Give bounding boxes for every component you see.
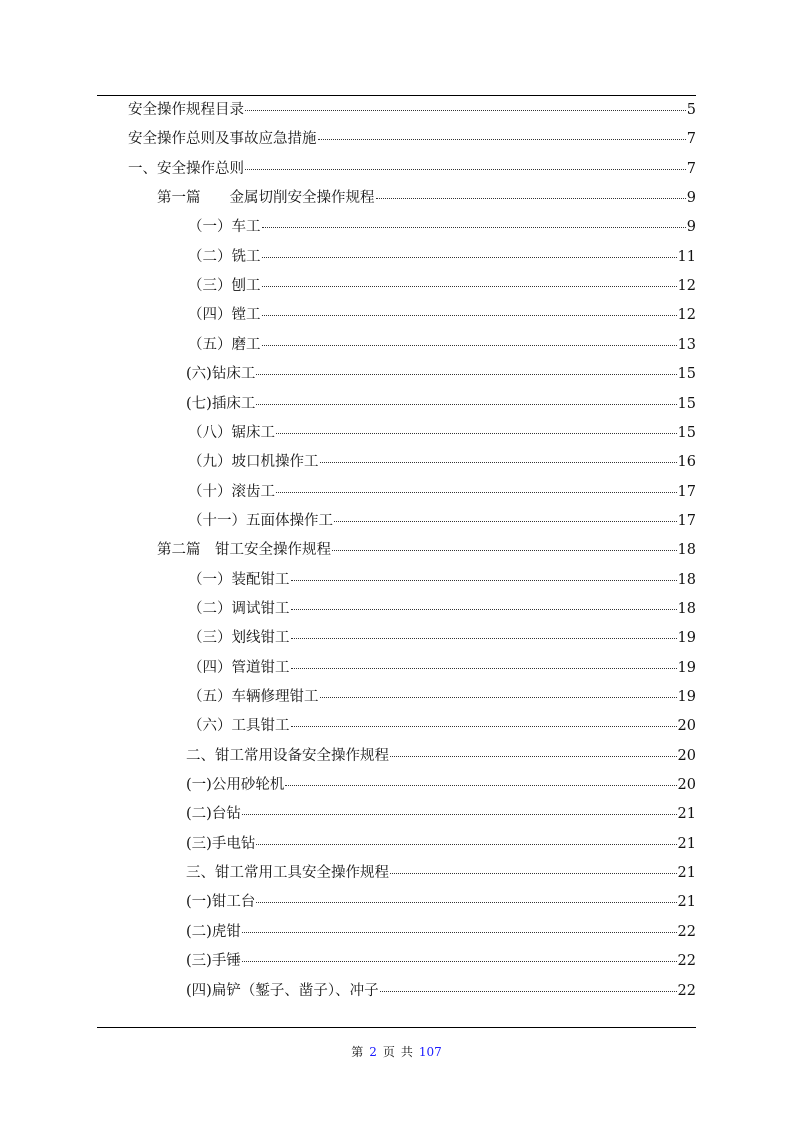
toc-entry[interactable] — [128, 98, 696, 120]
dot-leader — [334, 521, 677, 522]
toc-entry[interactable] — [186, 744, 696, 766]
dot-leader — [242, 814, 677, 815]
toc-entry[interactable] — [188, 215, 696, 237]
toc-entry[interactable] — [186, 773, 696, 795]
toc-entry[interactable] — [157, 186, 696, 208]
toc-entry[interactable] — [128, 127, 696, 149]
toc-entry-page: 13 — [677, 336, 696, 353]
toc-entry-title: （二）调试钳工 — [188, 600, 290, 617]
toc-entry-title: (四)扁铲（錾子、凿子）、冲子 — [186, 982, 379, 999]
dot-leader — [291, 726, 677, 727]
dot-leader — [256, 844, 676, 845]
toc-entry[interactable] — [188, 714, 696, 736]
toc-entry-title: (二)台钻 — [186, 806, 241, 823]
toc-entry-page: 12 — [677, 278, 696, 295]
dot-leader — [262, 315, 677, 316]
toc-entry-page: 15 — [677, 395, 696, 412]
dot-leader — [276, 492, 677, 493]
header-rule — [97, 95, 696, 96]
toc-entry-title: （四）镗工 — [188, 307, 261, 324]
toc-entry-title: 二、钳工常用设备安全操作规程 — [186, 747, 389, 764]
dot-leader — [380, 991, 677, 992]
dot-leader — [291, 668, 677, 669]
dot-leader — [276, 433, 677, 434]
dot-leader — [262, 257, 677, 258]
footer-total-label: 共 — [400, 1045, 413, 1059]
toc-entry-page: 17 — [677, 483, 696, 500]
toc-entry-page: 9 — [686, 190, 696, 207]
toc-entry[interactable] — [157, 538, 696, 560]
toc-entry[interactable] — [186, 861, 696, 883]
toc-entry-page: 18 — [677, 571, 696, 588]
toc-entry-title: 安全操作总则及事故应急措施 — [128, 131, 317, 148]
toc-entry[interactable] — [186, 832, 696, 854]
dot-leader — [390, 756, 677, 757]
toc-entry[interactable] — [188, 685, 696, 707]
dot-leader — [376, 198, 686, 199]
toc-entry-page: 18 — [677, 542, 696, 559]
toc-entry-page: 11 — [677, 248, 696, 265]
toc-entry-page: 18 — [677, 600, 696, 617]
toc-entry-title: (二)虎钳 — [186, 923, 241, 940]
toc-entry-title: (一)公用砂轮机 — [186, 777, 285, 794]
dot-leader — [242, 961, 677, 962]
toc-entry-page: 12 — [677, 307, 696, 324]
toc-entry[interactable] — [186, 392, 696, 414]
dot-leader — [256, 404, 676, 405]
dot-leader — [256, 374, 676, 375]
dot-leader — [291, 609, 677, 610]
dot-leader — [318, 139, 686, 140]
toc-entry-page: 22 — [677, 923, 696, 940]
toc-entry[interactable] — [188, 509, 696, 531]
footer-rule — [97, 1027, 696, 1028]
toc-entry-page: 21 — [677, 806, 696, 823]
toc-entry[interactable] — [188, 656, 696, 678]
toc-entry-title: (六)钻床工 — [186, 366, 256, 383]
toc-entry-title: 安全操作规程目录 — [128, 102, 244, 118]
toc-entry[interactable] — [188, 597, 696, 619]
toc-entry[interactable] — [186, 890, 696, 912]
toc-entry-title: （四）管道钳工 — [188, 659, 290, 676]
dot-leader — [242, 932, 677, 933]
dot-leader — [245, 110, 686, 111]
dot-leader — [390, 873, 677, 874]
footer-prefix: 第 — [351, 1045, 364, 1059]
toc-entry[interactable] — [186, 362, 696, 384]
dot-leader — [262, 345, 677, 346]
toc-entry[interactable] — [188, 568, 696, 590]
dot-leader — [291, 638, 677, 639]
dot-leader — [320, 462, 677, 463]
toc-entry-title: (三)手电钻 — [186, 835, 256, 852]
toc-entry[interactable] — [186, 802, 696, 824]
dot-leader — [262, 227, 686, 228]
toc-entry-page: 16 — [677, 454, 696, 471]
toc-entry-page: 7 — [686, 131, 696, 148]
toc-entry[interactable] — [188, 245, 696, 267]
toc-entry-title: 第一篇 金属切削安全操作规程 — [157, 190, 375, 207]
dot-leader — [262, 286, 677, 287]
toc-entry-title: (一)钳工台 — [186, 894, 256, 911]
current-page-number: 2 — [369, 1045, 377, 1059]
toc-entry-title: （十一）五面体操作工 — [188, 512, 333, 529]
toc-entry-page: 15 — [677, 366, 696, 383]
toc-entry[interactable] — [186, 979, 696, 1001]
toc-entry[interactable] — [188, 480, 696, 502]
toc-entry-title: （一）车工 — [188, 219, 261, 236]
toc-entry-title: 三、钳工常用工具安全操作规程 — [186, 865, 389, 882]
toc-entry-page: 21 — [677, 894, 696, 911]
toc-entry[interactable] — [188, 421, 696, 443]
toc-entry-page: 20 — [677, 777, 696, 794]
toc-entry-page: 20 — [677, 747, 696, 764]
toc-entry-title: （十）滚齿工 — [188, 483, 275, 500]
toc-entry-page: 7 — [686, 160, 696, 177]
toc-entry-page: 19 — [677, 630, 696, 647]
toc-entry-title: （三）刨工 — [188, 278, 261, 295]
toc-entry-page: 21 — [677, 865, 696, 882]
toc-entry-title: 一、安全操作总则 — [128, 160, 244, 177]
total-pages: 107 — [418, 1045, 442, 1059]
toc-entry-title: （五）车辆修理钳工 — [188, 689, 319, 705]
toc-entry-title: （一）装配钳工 — [188, 571, 290, 588]
toc-entry[interactable] — [188, 626, 696, 648]
footer-mid: 页 — [382, 1045, 395, 1059]
toc-entry[interactable] — [188, 450, 696, 472]
toc-entry-page: 19 — [677, 689, 696, 705]
toc-entry-title: （五）磨工 — [188, 336, 261, 353]
toc-entry-page: 9 — [686, 219, 696, 236]
toc-entry-title: （三）划线钳工 — [188, 630, 290, 647]
toc-entry-page: 17 — [677, 512, 696, 529]
toc-entry-title: （九）坡口机操作工 — [188, 454, 319, 471]
toc-entry-page: 21 — [677, 835, 696, 852]
dot-leader — [285, 785, 676, 786]
toc-entry-page: 22 — [677, 953, 696, 970]
toc-entry[interactable] — [128, 157, 696, 179]
toc-entry-title: （六）工具钳工 — [188, 718, 290, 735]
toc-entry-title: 第二篇 钳工安全操作规程 — [157, 542, 331, 559]
page-footer — [0, 1043, 793, 1060]
dot-leader — [332, 550, 677, 551]
dot-leader — [291, 580, 677, 581]
toc-entry[interactable] — [188, 333, 696, 355]
toc-entry-page: 22 — [677, 982, 696, 999]
toc-entry-title: （二）铣工 — [188, 248, 261, 265]
toc-entry[interactable] — [186, 949, 696, 971]
toc-entry-page: 15 — [677, 424, 696, 441]
toc-entry-title: (七)插床工 — [186, 395, 256, 412]
toc-entry[interactable] — [188, 303, 696, 325]
toc-entry[interactable] — [188, 274, 696, 296]
dot-leader — [256, 902, 676, 903]
dot-leader — [245, 169, 686, 170]
toc-entry[interactable] — [186, 920, 696, 942]
toc-entry-page: 19 — [677, 659, 696, 676]
toc-entry-page: 20 — [677, 718, 696, 735]
dot-leader — [320, 697, 677, 698]
toc-entry-title: (三)手锤 — [186, 953, 241, 970]
toc-entry-page: 5 — [686, 102, 696, 118]
toc-entry-title: （八）锯床工 — [188, 424, 275, 441]
